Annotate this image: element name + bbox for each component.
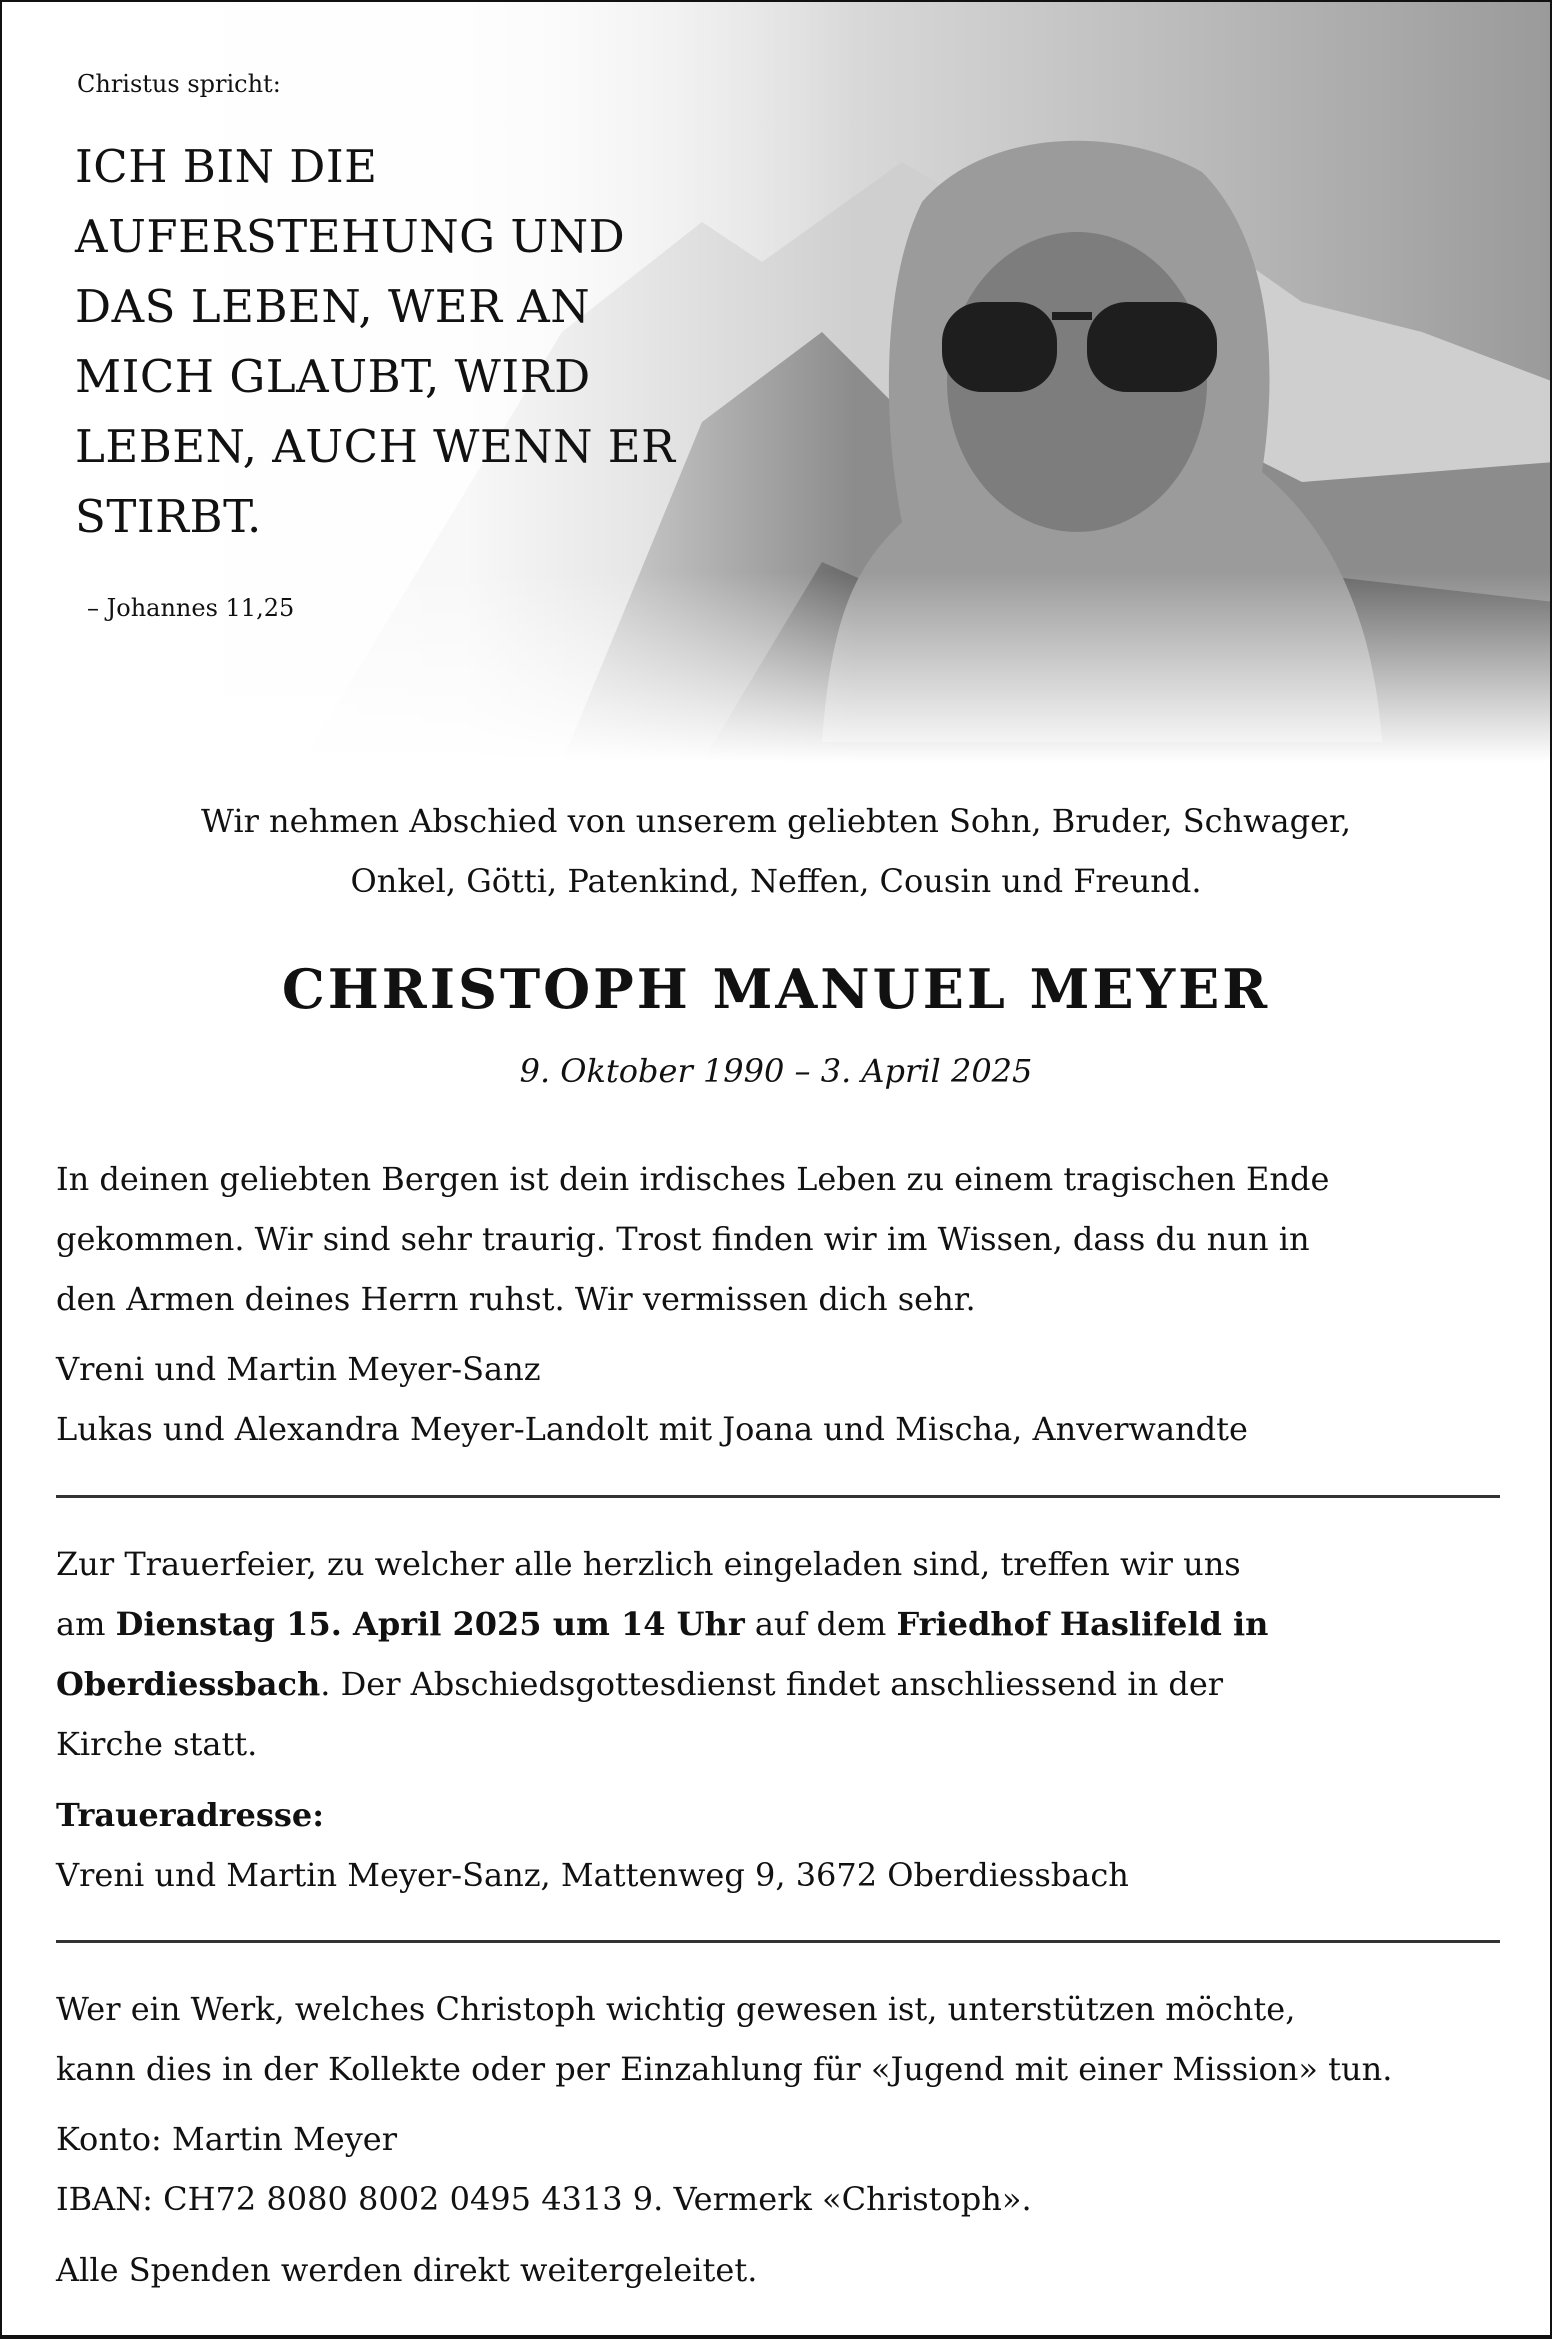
funeral-line — [56, 1665, 1223, 1703]
quote-line: AUFERSTEHUNG UND — [75, 210, 626, 263]
donation-line: kann dies in der Kollekte oder per Einzahlung für «Jugend mit einer Mission» tun. — [56, 2050, 1393, 2088]
account-holder: Konto: Martin Meyer — [56, 2120, 398, 2158]
funeral-line: Zur Trauerfeier, zu welcher alle herzlich eingeladen sind, treffen wir uns — [56, 1545, 1241, 1583]
donation-note: Alle Spenden werden direkt weitergeleitet. — [56, 2251, 758, 2289]
text: am — [56, 1605, 116, 1643]
funeral-line — [56, 1605, 1268, 1643]
family-line: Lukas und Alexandra Meyer-Landolt mit Joana und Mischa, Anverwandte — [56, 1410, 1248, 1448]
quote-line: MICH GLAUBT, WIRD — [75, 350, 591, 403]
life-dates: 9. Oktober 1990 – 3. April 2025 — [519, 1052, 1033, 1090]
mourning-address: Vreni und Martin Meyer-Sanz, Mattenweg 9, 3672 Oberdiessbach — [56, 1856, 1129, 1894]
funeral-line: Kirche statt. — [56, 1725, 258, 1763]
quote-line: ICH BIN DIE — [75, 140, 378, 193]
message-line: In deinen geliebten Bergen ist dein irdisches Leben zu einem tragischen Ende — [56, 1160, 1330, 1198]
message-line: gekommen. Wir sind sehr traurig. Trost finden wir im Wissen, dass du nun in — [56, 1220, 1310, 1258]
text: . Der Abschiedsgottesdienst findet anschliessend in der — [320, 1665, 1224, 1703]
family-line: Vreni und Martin Meyer-Sanz — [56, 1350, 541, 1388]
intro-text: Christus spricht: — [77, 70, 281, 98]
iban: IBAN: CH72 8080 8002 0495 4313 9. Vermerk «Christoph». — [56, 2180, 1032, 2218]
address-label: Traueradresse: — [56, 1796, 325, 1834]
quote-line: STIRBT. — [75, 490, 262, 543]
donation-line: Wer ein Werk, welches Christoph wichtig gewesen ist, unterstützen möchte, — [56, 1990, 1296, 2028]
funeral-location-town: Oberdiessbach — [56, 1665, 321, 1703]
farewell-line: Onkel, Götti, Patenkind, Neffen, Cousin und Freund. — [350, 862, 1202, 900]
funeral-location: Friedhof Haslifeld in — [896, 1605, 1269, 1643]
farewell-line: Wir nehmen Abschied von unserem geliebten Sohn, Bruder, Schwager, — [201, 802, 1351, 840]
divider — [56, 1495, 1500, 1498]
funeral-date: Dienstag 15. April 2025 um 14 Uhr — [115, 1605, 745, 1643]
deceased-name: CHRISTOPH MANUEL MEYER — [281, 957, 1271, 1021]
divider — [56, 1940, 1500, 1943]
quote-line: LEBEN, AUCH WENN ER — [75, 420, 676, 473]
message-line: den Armen deines Herrn ruhst. Wir vermissen dich sehr. — [56, 1280, 976, 1318]
text: auf dem — [744, 1605, 897, 1643]
quote-reference: – Johannes 11,25 — [87, 594, 295, 622]
bible-quote — [75, 132, 676, 552]
quote-line: DAS LEBEN, WER AN — [75, 280, 591, 333]
